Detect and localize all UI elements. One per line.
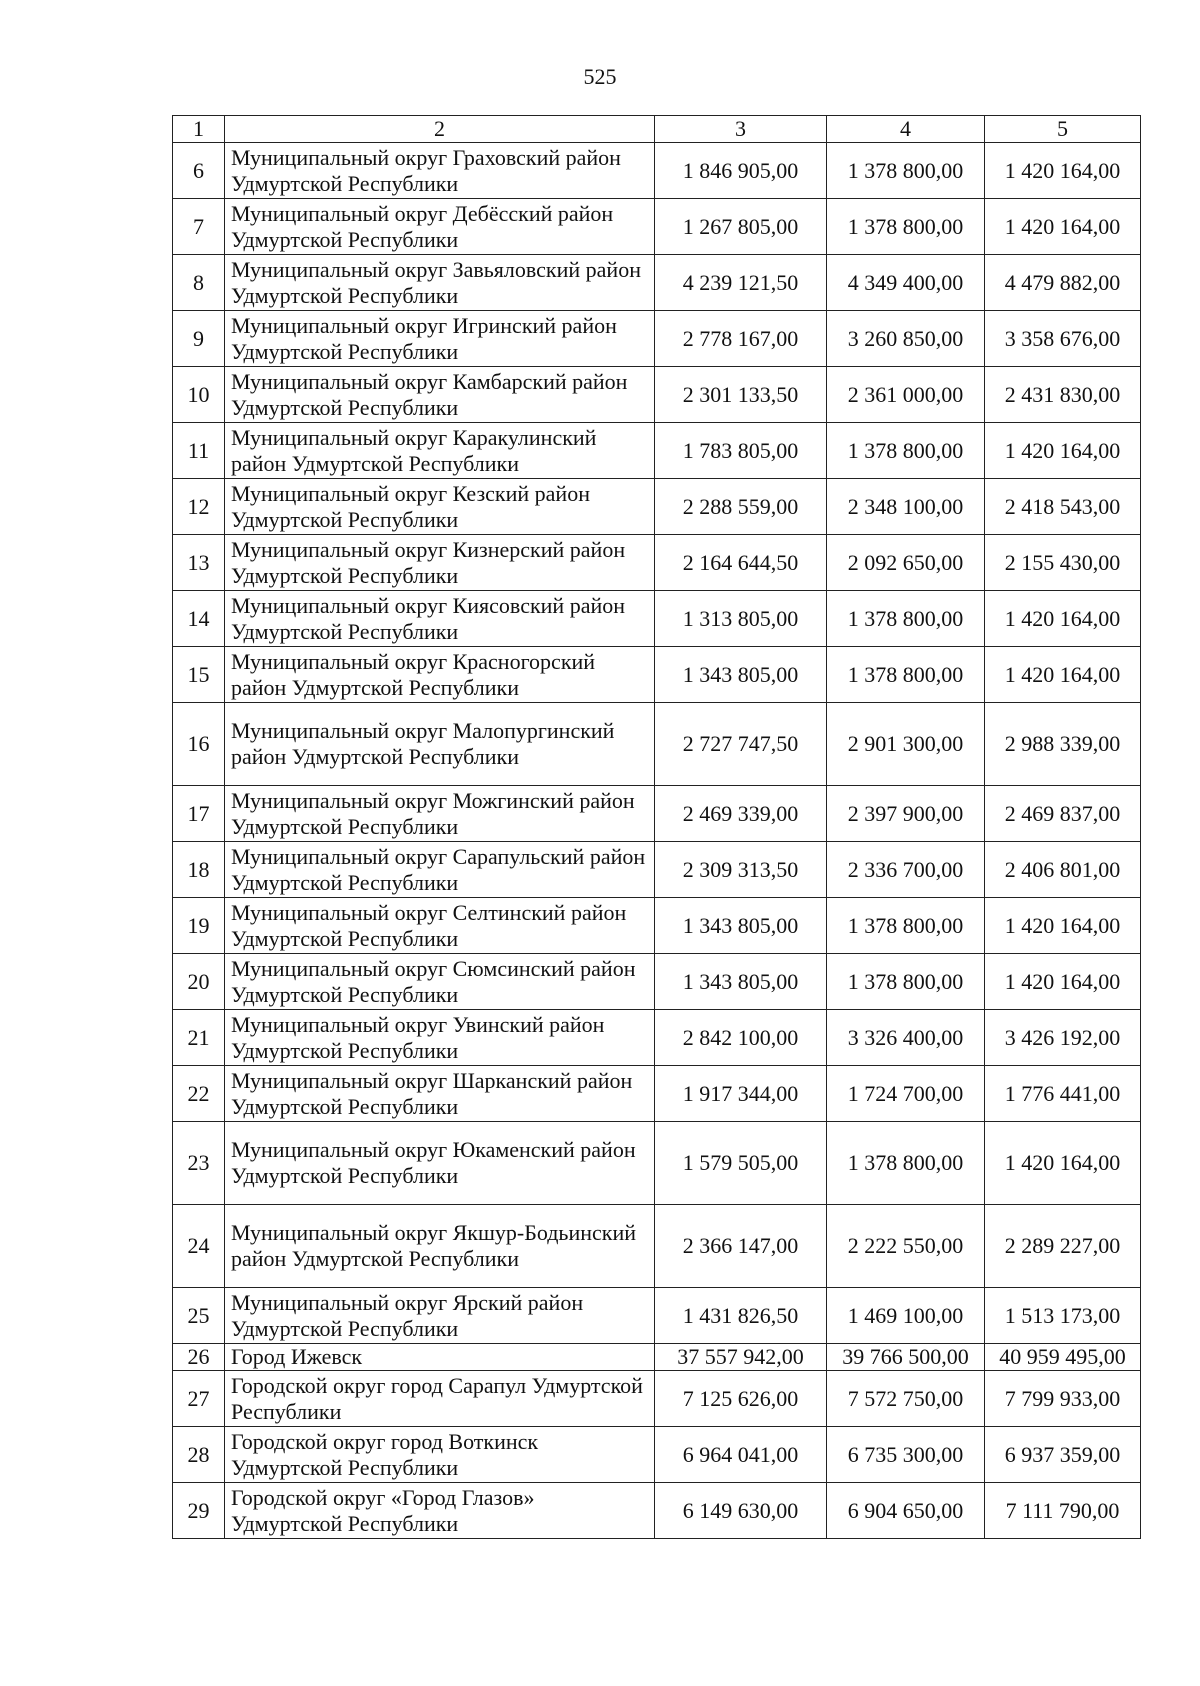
row-number-cell: 20: [173, 954, 225, 1010]
table-body: [173, 143, 1141, 1539]
municipality-name-cell: Муниципальный округ Сарапульский район Удмуртской Республики: [225, 842, 655, 898]
value-col5-cell: 2 155 430,00: [985, 535, 1141, 591]
value-col3-cell: 1 579 505,00: [655, 1122, 827, 1205]
row-number-cell: 21: [173, 1010, 225, 1066]
value-col4-cell: 3 260 850,00: [827, 311, 985, 367]
municipality-name-cell: Муниципальный округ Кезский район Удмуртской Республики: [225, 479, 655, 535]
table-row: [173, 423, 1141, 479]
row-number-cell: 24: [173, 1205, 225, 1288]
municipality-name-cell: Муниципальный округ Киясовский район Удмуртской Республики: [225, 591, 655, 647]
value-col4-cell: 1 378 800,00: [827, 647, 985, 703]
value-col3-cell: 4 239 121,50: [655, 255, 827, 311]
value-col5-cell: 2 469 837,00: [985, 786, 1141, 842]
column-header-4: 4: [827, 116, 985, 143]
value-col4-cell: 1 378 800,00: [827, 591, 985, 647]
municipality-name-cell: Муниципальный округ Шарканский район Удмуртской Республики: [225, 1066, 655, 1122]
column-header-3: 3: [655, 116, 827, 143]
table-row: [173, 199, 1141, 255]
municipality-name-cell: Муниципальный округ Селтинский район Удмуртской Республики: [225, 898, 655, 954]
value-col5-cell: 1 420 164,00: [985, 199, 1141, 255]
value-col5-cell: 1 513 173,00: [985, 1288, 1141, 1344]
value-col4-cell: 3 326 400,00: [827, 1010, 985, 1066]
value-col3-cell: 2 366 147,00: [655, 1205, 827, 1288]
municipality-name-cell: Муниципальный округ Можгинский район Удмуртской Республики: [225, 786, 655, 842]
value-col4-cell: 1 469 100,00: [827, 1288, 985, 1344]
value-col4-cell: 1 378 800,00: [827, 898, 985, 954]
row-number-cell: 11: [173, 423, 225, 479]
value-col5-cell: 2 289 227,00: [985, 1205, 1141, 1288]
value-col3-cell: 2 727 747,50: [655, 703, 827, 786]
municipality-name-cell: Муниципальный округ Юкаменский район Удмуртской Республики: [225, 1122, 655, 1205]
value-col5-cell: 3 358 676,00: [985, 311, 1141, 367]
row-number-cell: 12: [173, 479, 225, 535]
row-number-cell: 8: [173, 255, 225, 311]
row-number-cell: 28: [173, 1427, 225, 1483]
value-col4-cell: 1 378 800,00: [827, 954, 985, 1010]
value-col3-cell: 2 301 133,50: [655, 367, 827, 423]
table-row: [173, 479, 1141, 535]
value-col4-cell: 7 572 750,00: [827, 1371, 985, 1427]
value-col4-cell: 1 378 800,00: [827, 143, 985, 199]
value-col5-cell: 2 406 801,00: [985, 842, 1141, 898]
value-col3-cell: 1 917 344,00: [655, 1066, 827, 1122]
row-number-cell: 6: [173, 143, 225, 199]
page-number: 525: [583, 64, 617, 89]
value-col5-cell: 2 431 830,00: [985, 367, 1141, 423]
municipality-name-cell: Муниципальный округ Ярский район Удмуртской Республики: [225, 1288, 655, 1344]
value-col5-cell: 2 988 339,00: [985, 703, 1141, 786]
municipality-name-cell: Муниципальный округ Увинский район Удмуртской Республики: [225, 1010, 655, 1066]
value-col5-cell: 40 959 495,00: [985, 1344, 1141, 1371]
municipality-name-cell: Город Ижевск: [225, 1344, 655, 1371]
value-col5-cell: 6 937 359,00: [985, 1427, 1141, 1483]
value-col4-cell: 2 397 900,00: [827, 786, 985, 842]
value-col4-cell: 4 349 400,00: [827, 255, 985, 311]
row-number-cell: 25: [173, 1288, 225, 1344]
municipality-name-cell: Муниципальный округ Камбарский район Удмуртской Республики: [225, 367, 655, 423]
value-col3-cell: 37 557 942,00: [655, 1344, 827, 1371]
municipality-name-cell: Муниципальный округ Каракулинский район Удмуртской Республики: [225, 423, 655, 479]
column-header-1: 1: [173, 116, 225, 143]
column-header-5: 5: [985, 116, 1141, 143]
value-col3-cell: 7 125 626,00: [655, 1371, 827, 1427]
value-col3-cell: 6 964 041,00: [655, 1427, 827, 1483]
municipality-name-cell: Муниципальный округ Малопургинский район Удмуртской Республики: [225, 703, 655, 786]
value-col4-cell: 2 348 100,00: [827, 479, 985, 535]
value-col3-cell: 2 469 339,00: [655, 786, 827, 842]
budget-table: [172, 115, 1141, 1539]
value-col4-cell: 39 766 500,00: [827, 1344, 985, 1371]
value-col3-cell: 2 778 167,00: [655, 311, 827, 367]
row-number-cell: 14: [173, 591, 225, 647]
value-col3-cell: 1 846 905,00: [655, 143, 827, 199]
municipality-name-cell: Муниципальный округ Граховский район Удмуртской Республики: [225, 143, 655, 199]
value-col4-cell: 2 092 650,00: [827, 535, 985, 591]
row-number-cell: 27: [173, 1371, 225, 1427]
value-col3-cell: 2 309 313,50: [655, 842, 827, 898]
value-col5-cell: 1 420 164,00: [985, 1122, 1141, 1205]
table-row: [173, 143, 1141, 199]
table-row: [173, 367, 1141, 423]
municipality-name-cell: Муниципальный округ Красногорский район Удмуртской Республики: [225, 647, 655, 703]
value-col4-cell: 6 904 650,00: [827, 1483, 985, 1539]
value-col3-cell: 2 842 100,00: [655, 1010, 827, 1066]
value-col5-cell: 1 420 164,00: [985, 423, 1141, 479]
value-col5-cell: 1 420 164,00: [985, 591, 1141, 647]
municipality-name-cell: Муниципальный округ Кизнерский район Удмуртской Республики: [225, 535, 655, 591]
value-col3-cell: 2 164 644,50: [655, 535, 827, 591]
row-number-cell: 16: [173, 703, 225, 786]
table-row: [173, 1288, 1141, 1344]
value-col3-cell: 1 267 805,00: [655, 199, 827, 255]
municipality-name-cell: Муниципальный округ Якшур-Бодьинский район Удмуртской Республики: [225, 1205, 655, 1288]
value-col5-cell: 2 418 543,00: [985, 479, 1141, 535]
row-number-cell: 19: [173, 898, 225, 954]
table-row: [173, 1205, 1141, 1288]
value-col4-cell: 2 336 700,00: [827, 842, 985, 898]
value-col4-cell: 1 378 800,00: [827, 423, 985, 479]
value-col4-cell: 1 378 800,00: [827, 1122, 985, 1205]
municipality-name-cell: Муниципальный округ Сюмсинский район Удмуртской Республики: [225, 954, 655, 1010]
row-number-cell: 18: [173, 842, 225, 898]
value-col3-cell: 1 343 805,00: [655, 647, 827, 703]
value-col3-cell: 1 431 826,50: [655, 1288, 827, 1344]
value-col3-cell: 1 783 805,00: [655, 423, 827, 479]
row-number-cell: 26: [173, 1344, 225, 1371]
value-col3-cell: 2 288 559,00: [655, 479, 827, 535]
row-number-cell: 17: [173, 786, 225, 842]
table-row: [173, 842, 1141, 898]
value-col3-cell: 6 149 630,00: [655, 1483, 827, 1539]
row-number-cell: 9: [173, 311, 225, 367]
table-row: [173, 1010, 1141, 1066]
value-col5-cell: 1 420 164,00: [985, 647, 1141, 703]
row-number-cell: 22: [173, 1066, 225, 1122]
table-row: [173, 1066, 1141, 1122]
value-col5-cell: 4 479 882,00: [985, 255, 1141, 311]
value-col5-cell: 7 799 933,00: [985, 1371, 1141, 1427]
table-row: [173, 311, 1141, 367]
municipality-name-cell: Муниципальный округ Игринский район Удмуртской Республики: [225, 311, 655, 367]
row-number-cell: 23: [173, 1122, 225, 1205]
value-col4-cell: 1 724 700,00: [827, 1066, 985, 1122]
table-row: [173, 703, 1141, 786]
value-col3-cell: 1 313 805,00: [655, 591, 827, 647]
row-number-cell: 15: [173, 647, 225, 703]
value-col4-cell: 2 222 550,00: [827, 1205, 985, 1288]
row-number-cell: 10: [173, 367, 225, 423]
table-row: [173, 954, 1141, 1010]
value-col4-cell: 1 378 800,00: [827, 199, 985, 255]
table-row: [173, 1122, 1141, 1205]
value-col4-cell: 6 735 300,00: [827, 1427, 985, 1483]
row-number-cell: 29: [173, 1483, 225, 1539]
value-col3-cell: 1 343 805,00: [655, 954, 827, 1010]
value-col4-cell: 2 901 300,00: [827, 703, 985, 786]
municipality-name-cell: Муниципальный округ Дебёсский район Удмуртской Республики: [225, 199, 655, 255]
value-col5-cell: 7 111 790,00: [985, 1483, 1141, 1539]
value-col5-cell: 1 420 164,00: [985, 143, 1141, 199]
table-row: [173, 1371, 1141, 1427]
municipality-name-cell: Городской округ «Город Глазов» Удмуртской Республики: [225, 1483, 655, 1539]
header-row: [173, 116, 1141, 143]
value-col5-cell: 1 420 164,00: [985, 898, 1141, 954]
value-col4-cell: 2 361 000,00: [827, 367, 985, 423]
table-row: [173, 1427, 1141, 1483]
table-row: [173, 535, 1141, 591]
value-col5-cell: 3 426 192,00: [985, 1010, 1141, 1066]
municipality-name-cell: Городской округ город Воткинск Удмуртской Республики: [225, 1427, 655, 1483]
row-number-cell: 13: [173, 535, 225, 591]
table-row: [173, 786, 1141, 842]
table-row: [173, 647, 1141, 703]
table-row: [173, 898, 1141, 954]
value-col3-cell: 1 343 805,00: [655, 898, 827, 954]
column-header-2: 2: [225, 116, 655, 143]
municipality-name-cell: Городской округ город Сарапул Удмуртской Республики: [225, 1371, 655, 1427]
municipality-name-cell: Муниципальный округ Завьяловский район Удмуртской Республики: [225, 255, 655, 311]
table-row: [173, 255, 1141, 311]
value-col5-cell: 1 420 164,00: [985, 954, 1141, 1010]
table-row: [173, 591, 1141, 647]
table-row: [173, 1344, 1141, 1371]
value-col5-cell: 1 776 441,00: [985, 1066, 1141, 1122]
table-row: [173, 1483, 1141, 1539]
row-number-cell: 7: [173, 199, 225, 255]
